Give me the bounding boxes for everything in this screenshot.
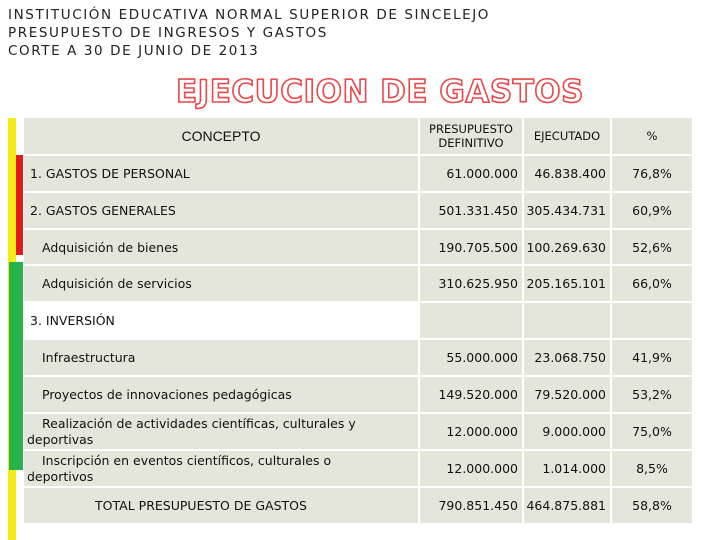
row-ejecutado: 9.000.000 [524, 414, 610, 449]
row-label: Adquisición de servicios [24, 266, 418, 301]
row-label: Adquisición de bienes [24, 230, 418, 264]
row-label: Infraestructura [24, 340, 418, 375]
row-ejecutado: 1.014.000 [524, 451, 610, 486]
row-presupuesto: 310.625.950 [420, 266, 522, 301]
row-pct: 75,0% [612, 414, 692, 449]
row-pct: 60,9% [612, 193, 692, 228]
row-presupuesto: 12.000.000 [420, 414, 522, 449]
row-pct: 66,0% [612, 266, 692, 301]
row-label-line1: Realización de actividades científicas, culturales y [42, 415, 356, 431]
page-title: EJECUCION DE GASTOS [176, 74, 584, 110]
row-presupuesto: 190.705.500 [420, 230, 522, 264]
row-pct [612, 303, 692, 338]
row-pct: 53,2% [612, 377, 692, 412]
row-ejecutado: 23.068.750 [524, 340, 610, 375]
row-presupuesto: 149.520.000 [420, 377, 522, 412]
row-ejecutado: 46.838.400 [524, 156, 610, 191]
row-label-line1: Inscripción en eventos científicos, culturales o [42, 452, 332, 468]
row-label: 3. INVERSIÓN [30, 313, 115, 328]
row-ejecutado [524, 303, 610, 338]
row-presupuesto: 61.000.000 [420, 156, 522, 191]
total-ejecutado: 464.875.881 [524, 488, 610, 523]
row-label-line2: deportivos [27, 468, 94, 484]
row-pct: 41,9% [612, 340, 692, 375]
green-side-bar [9, 262, 23, 470]
document-header [8, 6, 490, 60]
report-subtitle: PRESUPUESTO DE INGRESOS Y GASTOS [8, 25, 328, 41]
row-presupuesto [420, 303, 522, 338]
header-concepto: CONCEPTO [24, 118, 418, 154]
row-label: 2. GASTOS GENERALES [24, 193, 418, 228]
row-ejecutado: 100.269.630 [524, 230, 610, 264]
row-ejecutado: 79.520.000 [524, 377, 610, 412]
row-label-line2: deportivas [27, 431, 94, 447]
report-date: CORTE A 30 DE JUNIO DE 2013 [8, 43, 260, 59]
row-pct: 8,5% [612, 451, 692, 486]
header-ejecutado: EJECUTADO [524, 118, 610, 154]
row-ejecutado: 205.165.101 [524, 266, 610, 301]
header-presupuesto-line2: DEFINITIVO [438, 136, 504, 150]
row-label: Proyectos de innovaciones pedagógicas [24, 377, 418, 412]
total-presupuesto: 790.851.450 [420, 488, 522, 523]
total-pct: 58,8% [612, 488, 692, 523]
header-pct: % [612, 118, 692, 154]
row-presupuesto: 12.000.000 [420, 451, 522, 486]
row-ejecutado: 305.434.731 [524, 193, 610, 228]
institution-name: INSTITUCIÓN EDUCATIVA NORMAL SUPERIOR DE SINCELEJO [8, 7, 491, 23]
header-presupuesto-line1: PRESUPUESTO [429, 122, 513, 136]
row-label: 1. GASTOS DE PERSONAL [24, 156, 418, 191]
red-side-bar [16, 155, 23, 255]
header-presupuesto [420, 118, 522, 154]
row-label [24, 451, 418, 486]
row-pct: 52,6% [612, 230, 692, 264]
row-label [24, 414, 418, 449]
row-pct: 76,8% [612, 156, 692, 191]
row-presupuesto: 55.000.000 [420, 340, 522, 375]
row-presupuesto: 501.331.450 [420, 193, 522, 228]
total-label: TOTAL PRESUPUESTO DE GASTOS [24, 488, 418, 523]
